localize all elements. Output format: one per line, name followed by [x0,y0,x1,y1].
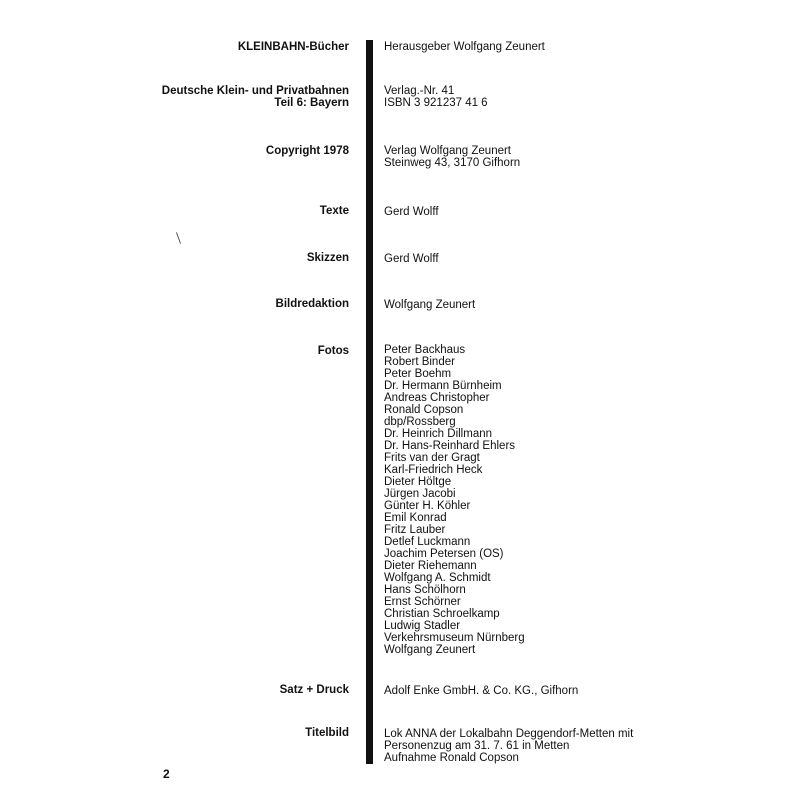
fotos-list [384,344,525,656]
cover-caption-line: Personenzug am 31. 7. 61 in Metten [384,740,570,752]
photographer-name: Dr. Hans-Reinhard Ehlers [384,440,516,452]
photographer-name: Robert Binder [384,356,455,368]
skizzen-label: Skizzen [306,252,349,264]
photographer-name: Ludwig Stadler [384,620,461,632]
title-label-line: Teil 6: Bayern [274,97,349,109]
title-value [384,85,488,109]
photographer-name: Frits van der Gragt [384,452,480,464]
photographer-name: Dieter Höltge [384,476,452,488]
photographer-name: Dr. Heinrich Dillmann [384,428,493,440]
copyright-value [384,145,520,169]
cover-photo-credit: Aufnahme Ronald Copson [384,752,519,764]
photographer-name: Peter Boehm [384,368,452,380]
photographer-name: Karl-Friedrich Heck [384,464,483,476]
photographer-name: dbp/Rossberg [384,416,456,428]
isbn: ISBN 3 921237 41 6 [384,97,488,109]
bildredaktion-value: Wolfgang Zeunert [384,299,476,311]
photographer-name: Hans Schölhorn [384,584,466,596]
texte-label: Texte [319,205,349,217]
scan-mark [176,232,181,244]
photographer-name: Dieter Riehemann [384,560,477,572]
photographer-name: Wolfgang Zeunert [384,644,476,656]
photographer-name: Ronald Copson [384,404,464,416]
photographer-name: Wolfgang A. Schmidt [384,572,491,584]
publisher-number: Verlag.-Nr. 41 [384,85,455,97]
photographer-name: Dr. Hermann Bürnheim [384,380,502,392]
photographer-name: Detlef Luckmann [384,536,471,548]
cover-caption-line: Lok ANNA der Lokalbahn Deggendorf-Metten mit [384,728,634,740]
titelbild-label: Titelbild [305,727,349,739]
photographer-name: Ernst Schörner [384,596,461,608]
druck-value: Adolf Enke GmbH. & Co. KG., Gifhorn [384,685,579,697]
photographer-name: Jürgen Jacobi [384,488,456,500]
vertical-divider-rule [366,40,373,764]
photographer-name: Günter H. Köhler [384,500,471,512]
title-label-line: Deutsche Klein- und Privatbahnen [161,85,349,97]
title-label [162,85,349,109]
photographer-name: Andreas Christopher [384,392,490,404]
copyright-label: Copyright 1978 [265,145,349,157]
photographer-name: Peter Backhaus [384,344,466,356]
titelbild-value [384,728,633,764]
druck-label: Satz + Druck [279,684,349,696]
photographer-name: Fritz Lauber [384,524,446,536]
texte-value: Gerd Wolff [384,206,439,218]
photographer-name: Joachim Petersen (OS) [384,548,504,560]
series-value: Herausgeber Wolfgang Zeunert [384,41,545,53]
publisher-address: Steinweg 43, 3170 Gifhorn [384,157,521,169]
photographer-name: Emil Konrad [384,512,447,524]
skizzen-value: Gerd Wolff [384,253,439,265]
bildredaktion-label: Bildredaktion [275,298,349,310]
publisher-name: Verlag Wolfgang Zeunert [384,145,512,157]
series-label: KLEINBAHN-Bücher [237,41,349,53]
photographer-name: Verkehrsmuseum Nürnberg [384,632,525,644]
page-number: 2 [163,767,170,781]
fotos-label: Fotos [317,345,349,357]
photographer-name: Christian Schroelkamp [384,608,500,620]
